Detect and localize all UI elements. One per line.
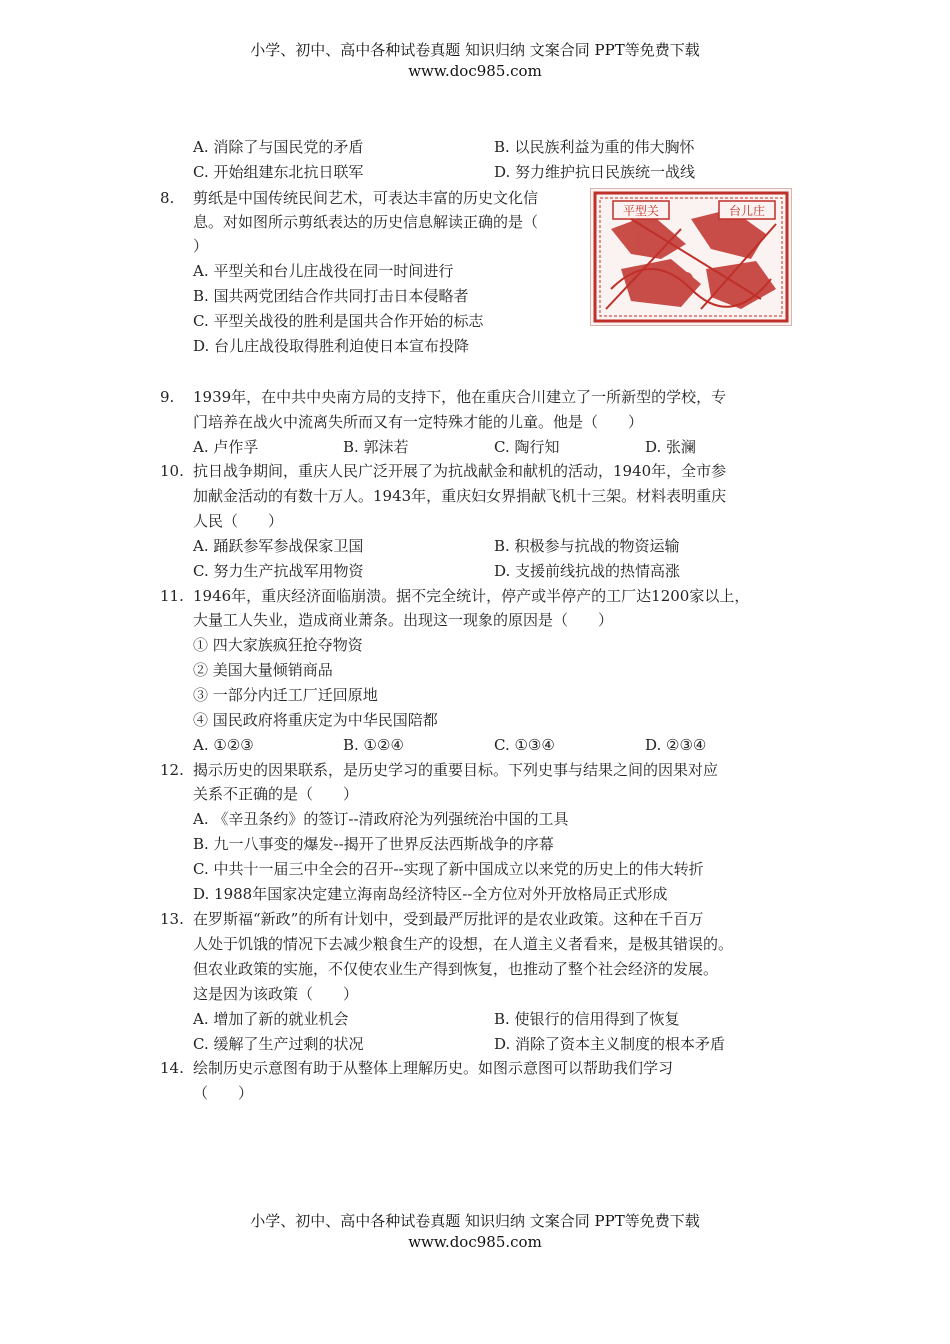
q9-number: 9. xyxy=(160,388,175,406)
q11-option-b: B. ①②④ xyxy=(343,736,404,754)
q9-stem-line-1: 1939年，在中共中央南方局的支持下，他在重庆合川建立了一所新型的学校，专 xyxy=(193,388,727,406)
q8-option-b: B. 国共两党团结合作共同打击日本侵略者 xyxy=(193,287,469,305)
q13-option-b: B. 使银行的信用得到了恢复 xyxy=(494,1010,680,1028)
q12-option-d: D. 1988年国家决定建立海南岛经济特区--全方位对外开放格局正式形成 xyxy=(193,885,668,903)
q10-stem-line-1: 抗日战争期间，重庆人民广泛开展了为抗战献金和献机的活动，1940年，全市参 xyxy=(193,462,727,480)
q14-stem-line-1: 绘制历史示意图有助于从整体上理解历史。如图示意图可以帮助我们学习 xyxy=(193,1059,674,1077)
q11-statement-4: ④ 国民政府将重庆定为中华民国陪都 xyxy=(193,711,438,729)
q11-statement-3: ③ 一部分内迁工厂迁回原地 xyxy=(193,686,378,704)
q11-option-c: C. ①③④ xyxy=(494,736,555,754)
page-header xyxy=(0,40,950,82)
q9-option-b: B. 郭沫若 xyxy=(343,438,409,456)
page-footer xyxy=(0,1211,950,1253)
q9-option-d: D. 张澜 xyxy=(645,438,697,456)
q13-option-c: C. 缓解了生产过剩的状况 xyxy=(193,1035,364,1053)
q10-option-c: C. 努力生产抗战军用物资 xyxy=(193,562,364,580)
q12-option-c: C. 中共十一届三中全会的召开--实现了新中国成立以来党的历史上的伟大转折 xyxy=(193,860,704,878)
q10-option-b: B. 积极参与抗战的物资运输 xyxy=(494,537,680,555)
figure-label-left: 平型关 xyxy=(622,204,660,218)
footer-url: www.doc985.com xyxy=(408,1233,542,1251)
q11-statement-1: ① 四大家族疯狂抢夺物资 xyxy=(193,636,363,654)
figure-label-right: 台儿庄 xyxy=(728,204,766,218)
papercut-figure xyxy=(590,188,792,326)
q12-stem-line-2: 关系不正确的是（ ） xyxy=(193,785,359,803)
q11-statement-2: ② 美国大量倾销商品 xyxy=(193,661,333,679)
q13-option-d: D. 消除了资本主义制度的根本矛盾 xyxy=(494,1035,726,1053)
q8-stem-line-2: 息。对如图所示剪纸表达的历史信息解读正确的是（ xyxy=(193,213,539,231)
q8-option-a: A. 平型关和台儿庄战役在同一时间进行 xyxy=(193,262,454,280)
q8-option-c: C. 平型关战役的胜利是国共合作开始的标志 xyxy=(193,312,484,330)
q10-option-a: A. 踊跃参军参战保家卫国 xyxy=(193,537,364,555)
q12-option-b: B. 九一八事变的爆发--揭开了世界反法西斯战争的序幕 xyxy=(193,835,554,853)
q11-stem-line-1: 1946年，重庆经济面临崩溃。据不完全统计，停产或半停产的工厂达1200家以上， xyxy=(193,587,750,605)
q11-option-d: D. ②③④ xyxy=(645,736,707,754)
q10-stem-line-2: 加献金活动的有数十万人。1943年，重庆妇女界捐献飞机十三架。材料表明重庆 xyxy=(193,487,727,505)
q14-number: 14. xyxy=(160,1059,184,1077)
q7-option-d: D. 努力维护抗日民族统一战线 xyxy=(494,163,696,181)
q7-option-a: A. 消除了与国民党的矛盾 xyxy=(193,138,364,156)
q8-stem-line-3: ） xyxy=(193,237,209,255)
q7-option-c: C. 开始组建东北抗日联军 xyxy=(193,163,364,181)
header-url: www.doc985.com xyxy=(408,62,542,80)
q8-option-d: D. 台儿庄战役取得胜利迫使日本宣布投降 xyxy=(193,337,470,355)
q10-number: 10. xyxy=(160,462,184,480)
q7-option-b: B. 以民族利益为重的伟大胸怀 xyxy=(494,138,695,156)
q12-stem-line-1: 揭示历史的因果联系，是历史学习的重要目标。下列史事与结果之间的因果对应 xyxy=(193,761,719,779)
header-line-1: 小学、初中、高中各种试卷真题 知识归纳 文案合同 PPT等免费下载 xyxy=(250,41,700,59)
q9-stem-line-2: 门培养在战火中流离失所而又有一定特殊才能的儿童。他是（ ） xyxy=(193,413,644,431)
q10-option-d: D. 支援前线抗战的热情高涨 xyxy=(494,562,681,580)
q10-stem-line-3: 人民（ ） xyxy=(193,512,284,530)
q13-number: 13. xyxy=(160,910,184,928)
q12-option-a: A. 《辛丑条约》的签订--清政府沦为列强统治中国的工具 xyxy=(193,810,569,828)
q13-option-a: A. 增加了新的就业机会 xyxy=(193,1010,349,1028)
q8-stem-line-1: 剪纸是中国传统民间艺术，可表达丰富的历史文化信 xyxy=(193,189,539,207)
q13-stem-line-2: 人处于饥饿的情况下去减少粮食生产的设想，在人道主义者看来，是极其错误的。 xyxy=(193,935,734,953)
q13-stem-line-3: 但农业政策的实施，不仅使农业生产得到恢复，也推动了整个社会经济的发展。 xyxy=(193,960,719,978)
q13-stem-line-1: 在罗斯福“新政”的所有计划中，受到最严厉批评的是农业政策。这种在千百万 xyxy=(193,910,704,928)
q13-stem-line-4: 这是因为该政策（ ） xyxy=(193,985,359,1003)
q11-number: 11. xyxy=(160,587,184,605)
q8-number: 8. xyxy=(160,189,175,207)
footer-line-1: 小学、初中、高中各种试卷真题 知识归纳 文案合同 PPT等免费下载 xyxy=(250,1212,700,1230)
q14-stem-line-2: （ ） xyxy=(193,1084,254,1102)
papercut-illustration xyxy=(591,189,791,325)
q12-number: 12. xyxy=(160,761,184,779)
q11-stem-line-2: 大量工人失业，造成商业萧条。出现这一现象的原因是（ ） xyxy=(193,611,614,629)
q9-option-c: C. 陶行知 xyxy=(494,438,560,456)
q9-option-a: A. 卢作孚 xyxy=(193,438,259,456)
q11-option-a: A. ①②③ xyxy=(193,736,254,754)
